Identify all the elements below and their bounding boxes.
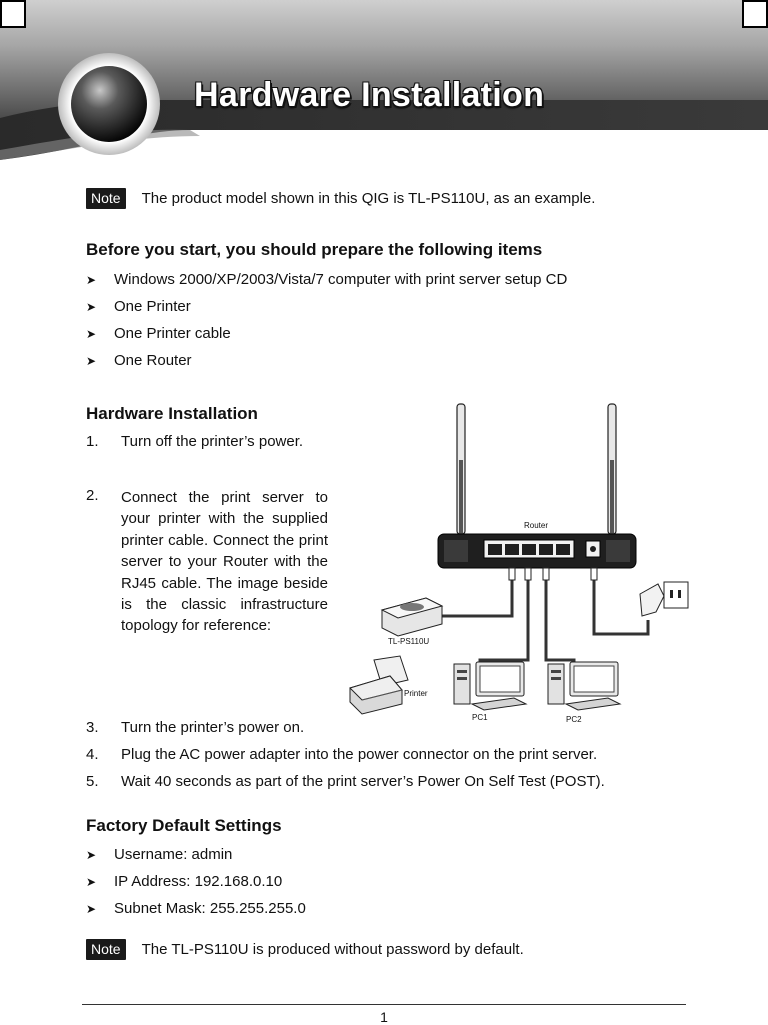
arrow-bullet-icon: ➤ xyxy=(86,353,97,368)
power-adapter xyxy=(640,582,688,616)
list-item: ➤ Subnet Mask: 255.255.255.0 xyxy=(86,900,306,917)
pc2-device xyxy=(548,662,620,710)
note-bottom xyxy=(86,939,524,960)
cable-connectors xyxy=(509,568,597,580)
list-item: ➤ One Printer cable xyxy=(86,325,231,342)
header-emblem-ball xyxy=(71,66,147,142)
print-server-device xyxy=(382,598,442,636)
list-item: ➤ IP Address: 192.168.0.10 xyxy=(86,873,283,890)
crop-mark-left xyxy=(0,0,26,28)
network-cables xyxy=(434,576,648,666)
factory-heading: Factory Default Settings xyxy=(86,816,282,835)
step-2: 2. Connect the print server to your printer with the supplied printer cable. Connect the print server to your Router with the RJ45 cable. The image beside is the classic infrastructure topology for reference: xyxy=(86,487,328,635)
pc1-label: PC1 xyxy=(472,713,488,722)
router-device xyxy=(438,534,636,568)
list-item: ➤ One Router xyxy=(86,352,192,369)
prepare-heading: Before you start, you should prepare the following items xyxy=(86,240,543,259)
step-1: 1. Turn off the printer’s power. xyxy=(86,433,304,450)
arrow-bullet-icon: ➤ xyxy=(86,874,97,889)
arrow-bullet-icon: ➤ xyxy=(86,326,97,341)
pc2-label: PC2 xyxy=(566,715,582,724)
note-text: The TL-PS110U is produced without password by default. xyxy=(141,941,524,958)
router-antenna-left xyxy=(457,404,465,534)
installation-heading: Hardware Installation xyxy=(86,404,258,423)
crop-mark-right xyxy=(742,0,768,28)
router-antenna-right xyxy=(608,404,616,534)
step-5: 5. Wait 40 seconds as part of the print server’s Power On Self Test (POST). xyxy=(86,773,605,790)
footer-divider xyxy=(82,1004,686,1005)
note-top xyxy=(86,188,595,209)
printer-device xyxy=(350,656,408,714)
note-badge: Note xyxy=(86,188,126,209)
step-3: 3. Turn the printer’s power on. xyxy=(86,719,305,736)
list-item: ➤ Windows 2000/XP/2003/Vista/7 computer with print server setup CD xyxy=(86,271,568,288)
router-label: Router xyxy=(524,521,549,530)
print-server-label: TL-PS110U xyxy=(388,637,430,646)
page-title: Hardware Installation xyxy=(194,76,545,114)
arrow-bullet-icon: ➤ xyxy=(86,299,97,314)
pc1-device xyxy=(454,662,526,710)
list-item: ➤ One Printer xyxy=(86,298,191,315)
list-item: ➤ Username: admin xyxy=(86,846,233,863)
topology-diagram xyxy=(330,398,700,728)
factory-list xyxy=(86,841,306,922)
page-number: 1 xyxy=(380,1009,388,1025)
arrow-bullet-icon: ➤ xyxy=(86,847,97,862)
prepare-list xyxy=(86,266,567,374)
step-4: 4. Plug the AC power adapter into the power connector on the print server. xyxy=(86,746,598,763)
note-text: The product model shown in this QIG is TL-PS110U, as an example. xyxy=(141,190,596,207)
arrow-bullet-icon: ➤ xyxy=(86,272,97,287)
arrow-bullet-icon: ➤ xyxy=(86,901,97,916)
note-badge: Note xyxy=(86,939,126,960)
printer-label: Printer xyxy=(404,689,428,698)
